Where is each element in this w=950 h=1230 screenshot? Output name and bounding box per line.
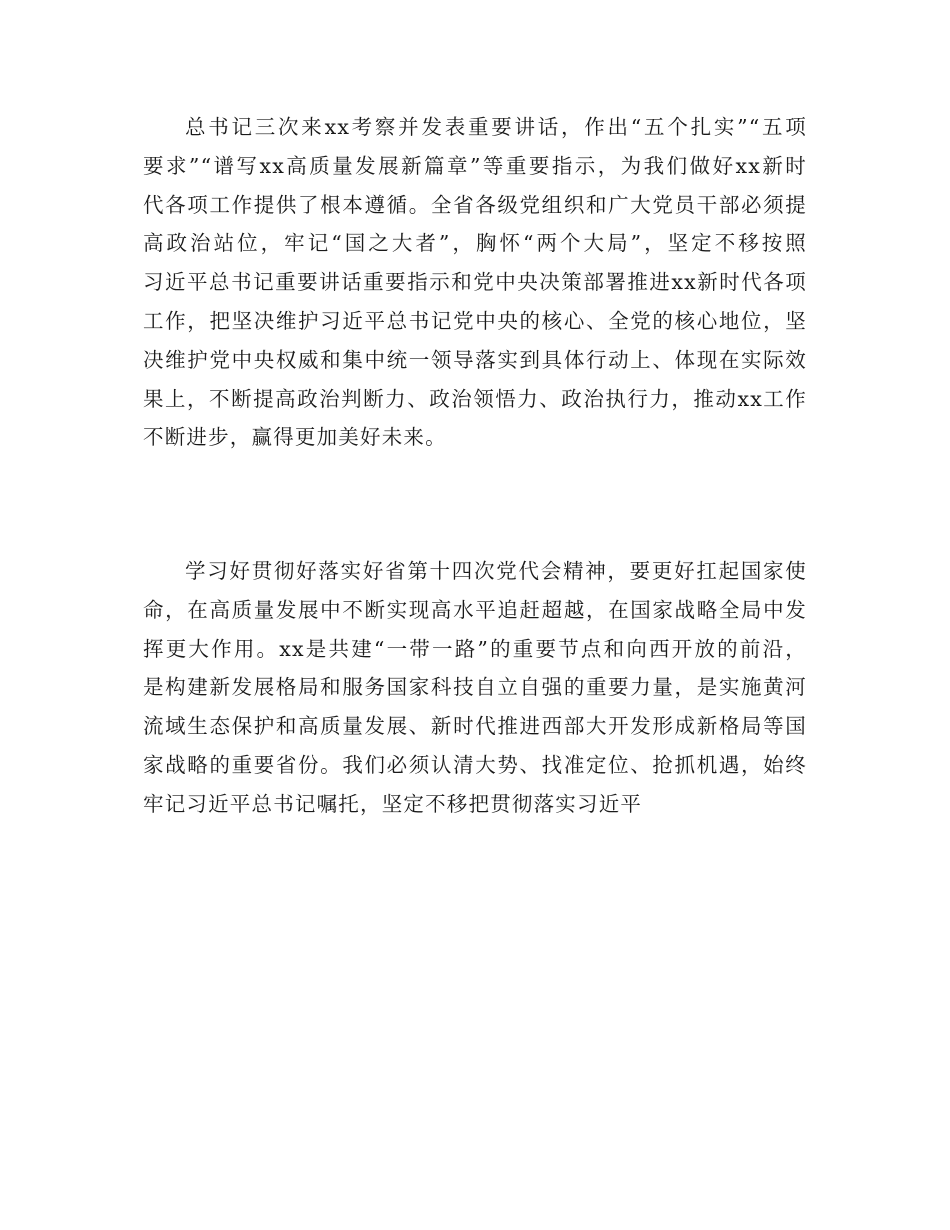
paragraph-line: 要求”“谱写xx高质量发展新篇章”等重要指示，为我们做好xx新时: [143, 153, 807, 178]
paragraph-line: 高政治站位，牢记“国之大者”，胸怀“两个大局”，坚定不移按照: [143, 231, 807, 256]
paragraph-line: 挥更大作用。xx是共建“一带一路”的重要节点和向西开放的前沿，: [143, 636, 807, 661]
paragraph-line: 家战略的重要省份。我们必须认清大势、找准定位、抢抓机遇，始终: [143, 752, 807, 777]
paragraph-line: 工作，把坚决维护习近平总书记党中央的核心、全党的核心地位，坚: [143, 308, 807, 333]
paragraph-line: 牢记习近平总书记嘱托，坚定不移把贯彻落实习近平: [143, 791, 643, 816]
paragraph-line: 学习好贯彻好落实好省第十四次党代会精神，要更好扛起国家使: [185, 559, 807, 583]
paragraph-line: 流域生态保护和高质量发展、新时代推进西部大开发形成新格局等国: [143, 714, 807, 739]
paragraph-line: 代各项工作提供了根本遵循。全省各级党组织和广大党员干部必须提: [143, 192, 807, 217]
paragraph-line: 是构建新发展格局和服务国家科技自立自强的重要力量，是实施黄河: [143, 675, 807, 700]
paragraph-line: 决维护党中央权威和集中统一领导落实到具体行动上、体现在实际效: [143, 347, 807, 372]
paragraph-1: [143, 108, 807, 457]
paragraph-line: 不断进步，赢得更加美好未来。: [143, 425, 447, 450]
paragraph-2: [143, 552, 807, 824]
paragraph-line: 习近平总书记重要讲话重要指示和党中央决策部署推进xx新时代各项: [143, 270, 807, 295]
paragraph-line: 总书记三次来xx考察并发表重要讲话，作出“五个扎实”“五项: [185, 115, 807, 139]
paragraph-line: 命，在高质量发展中不断实现高水平追赶超越，在国家战略全局中发: [143, 597, 807, 622]
paragraph-line: 果上，不断提高政治判断力、政治领悟力、政治执行力，推动xx工作: [143, 386, 807, 411]
